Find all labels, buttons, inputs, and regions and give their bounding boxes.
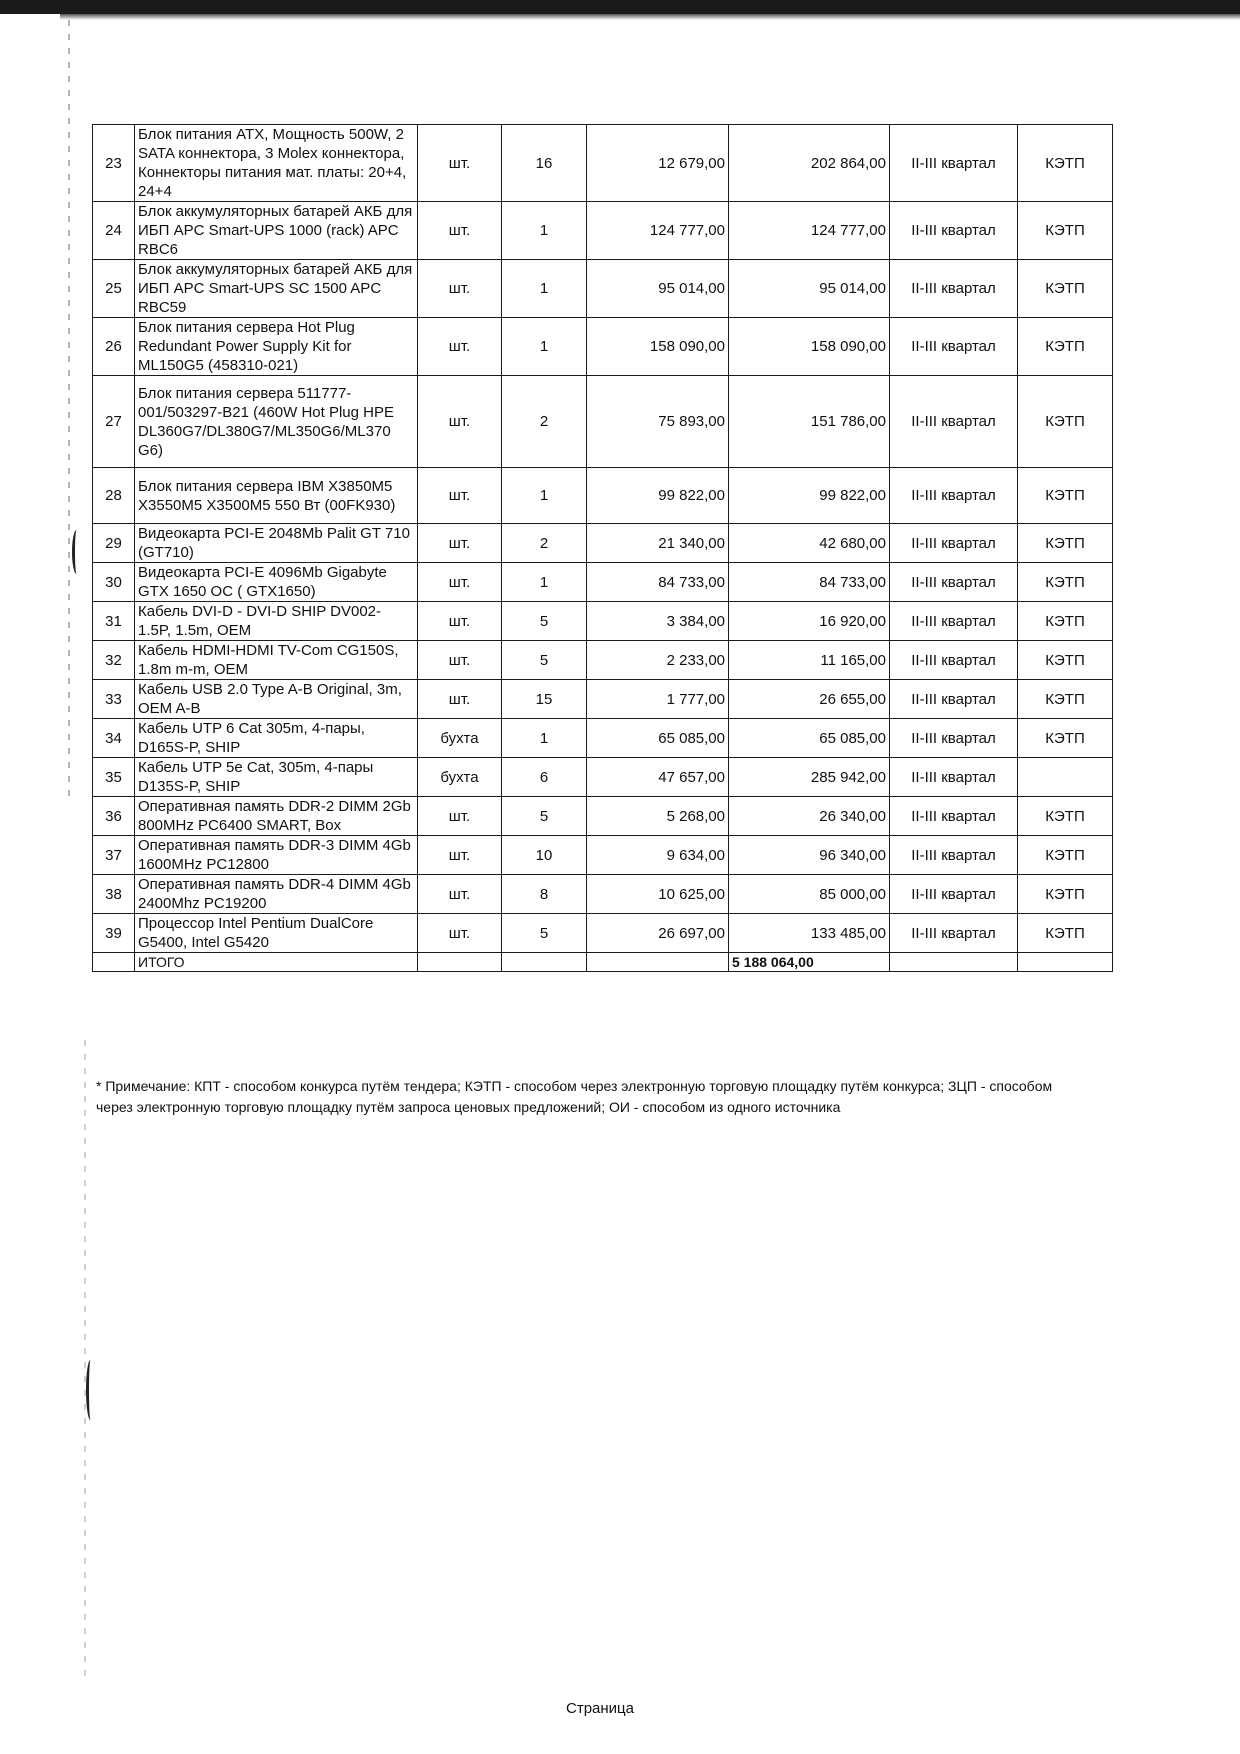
total-empty-cell	[1018, 953, 1113, 972]
row-number: 39	[93, 914, 135, 953]
table-row	[93, 641, 1113, 680]
item-sum: 133 485,00	[729, 914, 890, 953]
table-row	[93, 680, 1113, 719]
item-quantity: 16	[502, 125, 587, 202]
item-price: 3 384,00	[587, 602, 729, 641]
row-number: 34	[93, 719, 135, 758]
item-method: КЭТП	[1018, 914, 1113, 953]
item-unit: шт.	[418, 680, 502, 719]
item-method: КЭТП	[1018, 797, 1113, 836]
item-sum: 11 165,00	[729, 641, 890, 680]
item-name: Кабель HDMI-HDMI TV-Com CG150S, 1.8m m-m, OEM	[135, 641, 418, 680]
total-empty-cell	[93, 953, 135, 972]
item-quantity: 5	[502, 914, 587, 953]
item-method: КЭТП	[1018, 125, 1113, 202]
table-row	[93, 376, 1113, 468]
item-unit: шт.	[418, 602, 502, 641]
item-price: 9 634,00	[587, 836, 729, 875]
item-period: II-III квартал	[890, 260, 1018, 318]
item-unit: шт.	[418, 524, 502, 563]
row-number: 31	[93, 602, 135, 641]
item-price: 95 014,00	[587, 260, 729, 318]
item-quantity: 2	[502, 524, 587, 563]
procurement-table	[92, 124, 1113, 972]
item-name: Видеокарта PCI-E 2048Mb Palit GT 710 (GT710)	[135, 524, 418, 563]
table-row	[93, 202, 1113, 260]
row-number: 28	[93, 468, 135, 524]
item-sum: 202 864,00	[729, 125, 890, 202]
item-name: Оперативная память DDR-3 DIMM 4Gb 1600MHz PC12800	[135, 836, 418, 875]
table-row	[93, 318, 1113, 376]
item-price: 10 625,00	[587, 875, 729, 914]
item-period: II-III квартал	[890, 125, 1018, 202]
item-sum: 84 733,00	[729, 563, 890, 602]
item-quantity: 6	[502, 758, 587, 797]
item-unit: шт.	[418, 563, 502, 602]
item-price: 21 340,00	[587, 524, 729, 563]
item-price: 2 233,00	[587, 641, 729, 680]
scan-binding-mark-lower	[86, 1360, 95, 1420]
item-method: КЭТП	[1018, 202, 1113, 260]
item-sum: 151 786,00	[729, 376, 890, 468]
total-empty-cell	[418, 953, 502, 972]
total-value: 5 188 064,00	[729, 953, 890, 972]
item-price: 5 268,00	[587, 797, 729, 836]
row-number: 27	[93, 376, 135, 468]
item-quantity: 1	[502, 719, 587, 758]
item-price: 99 822,00	[587, 468, 729, 524]
item-unit: шт.	[418, 376, 502, 468]
item-sum: 16 920,00	[729, 602, 890, 641]
item-quantity: 2	[502, 376, 587, 468]
item-unit: шт.	[418, 125, 502, 202]
item-quantity: 10	[502, 836, 587, 875]
item-method: КЭТП	[1018, 318, 1113, 376]
row-number: 36	[93, 797, 135, 836]
table-row	[93, 125, 1113, 202]
item-sum: 85 000,00	[729, 875, 890, 914]
item-quantity: 5	[502, 602, 587, 641]
table-body	[93, 125, 1113, 972]
item-price: 12 679,00	[587, 125, 729, 202]
item-period: II-III квартал	[890, 563, 1018, 602]
item-method: КЭТП	[1018, 524, 1113, 563]
item-period: II-III квартал	[890, 468, 1018, 524]
item-unit: шт.	[418, 202, 502, 260]
row-number: 32	[93, 641, 135, 680]
item-period: II-III квартал	[890, 680, 1018, 719]
item-sum: 158 090,00	[729, 318, 890, 376]
table-row	[93, 260, 1113, 318]
total-empty-cell	[502, 953, 587, 972]
item-name: Блок аккумуляторных батарей АКБ для ИБП APC Smart-UPS SC 1500 APC RBC59	[135, 260, 418, 318]
row-number: 25	[93, 260, 135, 318]
item-unit: бухта	[418, 719, 502, 758]
item-name: Кабель UTP 6 Cat 305m, 4-пары, D165S-P, SHIP	[135, 719, 418, 758]
total-row	[93, 953, 1113, 972]
item-unit: шт.	[418, 641, 502, 680]
row-number: 33	[93, 680, 135, 719]
item-name: Блок питания сервера Hot Plug Redundant Power Supply Kit for ML150G5 (458310-021)	[135, 318, 418, 376]
item-sum: 95 014,00	[729, 260, 890, 318]
item-method: КЭТП	[1018, 836, 1113, 875]
item-price: 1 777,00	[587, 680, 729, 719]
item-quantity: 8	[502, 875, 587, 914]
item-name: Блок питания сервера IBM X3850M5 X3550M5 X3500M5 550 Вт (00FK930)	[135, 468, 418, 524]
item-method: КЭТП	[1018, 563, 1113, 602]
item-name: Блок питания ATX, Мощность 500W, 2 SATA коннектора, 3 Molex коннектора, Коннекторы питания мат. платы: 20+4, 24+4	[135, 125, 418, 202]
item-period: II-III квартал	[890, 797, 1018, 836]
row-number: 30	[93, 563, 135, 602]
total-empty-cell	[890, 953, 1018, 972]
item-period: II-III квартал	[890, 875, 1018, 914]
table-row	[93, 719, 1113, 758]
item-price: 124 777,00	[587, 202, 729, 260]
item-name: Видеокарта PCI-E 4096Mb Gigabyte GTX 1650 OC ( GTX1650)	[135, 563, 418, 602]
item-unit: шт.	[418, 836, 502, 875]
row-number: 24	[93, 202, 135, 260]
table-row	[93, 468, 1113, 524]
scan-binding-mark	[72, 530, 81, 574]
item-quantity: 5	[502, 641, 587, 680]
row-number: 29	[93, 524, 135, 563]
table-row	[93, 836, 1113, 875]
item-price: 47 657,00	[587, 758, 729, 797]
item-method: КЭТП	[1018, 719, 1113, 758]
item-unit: шт.	[418, 875, 502, 914]
item-name: Процессор Intel Pentium DualCore G5400, Intel G5420	[135, 914, 418, 953]
item-name: Оперативная память DDR-2 DIMM 2Gb 800MHz PC6400 SMART, Box	[135, 797, 418, 836]
item-price: 84 733,00	[587, 563, 729, 602]
item-quantity: 1	[502, 468, 587, 524]
item-price: 75 893,00	[587, 376, 729, 468]
item-unit: шт.	[418, 914, 502, 953]
item-sum: 124 777,00	[729, 202, 890, 260]
item-name: Оперативная память DDR-4 DIMM 4Gb 2400Mhz PC19200	[135, 875, 418, 914]
row-number: 37	[93, 836, 135, 875]
item-period: II-III квартал	[890, 318, 1018, 376]
item-method: КЭТП	[1018, 602, 1113, 641]
item-method	[1018, 758, 1113, 797]
row-number: 26	[93, 318, 135, 376]
item-period: II-III квартал	[890, 914, 1018, 953]
item-name: Кабель USB 2.0 Type A-B Original, 3m, OEM A-B	[135, 680, 418, 719]
item-sum: 26 340,00	[729, 797, 890, 836]
item-method: КЭТП	[1018, 680, 1113, 719]
item-period: II-III квартал	[890, 524, 1018, 563]
scan-top-shadow	[60, 14, 1240, 20]
total-empty-cell	[587, 953, 729, 972]
scan-top-border	[0, 0, 1240, 14]
item-method: КЭТП	[1018, 641, 1113, 680]
item-unit: бухта	[418, 758, 502, 797]
item-period: II-III квартал	[890, 602, 1018, 641]
item-method: КЭТП	[1018, 260, 1113, 318]
item-period: II-III квартал	[890, 719, 1018, 758]
item-name: Блок аккумуляторных батарей АКБ для ИБП APC Smart-UPS 1000 (rack) APC RBC6	[135, 202, 418, 260]
item-price: 26 697,00	[587, 914, 729, 953]
item-quantity: 1	[502, 202, 587, 260]
table-row	[93, 797, 1113, 836]
table-row	[93, 602, 1113, 641]
item-quantity: 15	[502, 680, 587, 719]
row-number: 35	[93, 758, 135, 797]
item-period: II-III квартал	[890, 202, 1018, 260]
item-quantity: 5	[502, 797, 587, 836]
table-row	[93, 875, 1113, 914]
item-method: КЭТП	[1018, 875, 1113, 914]
page-label: Страница	[566, 1700, 634, 1717]
item-sum: 42 680,00	[729, 524, 890, 563]
table-row	[93, 758, 1113, 797]
item-period: II-III квартал	[890, 836, 1018, 875]
item-quantity: 1	[502, 260, 587, 318]
item-unit: шт.	[418, 260, 502, 318]
item-period: II-III квартал	[890, 641, 1018, 680]
item-price: 65 085,00	[587, 719, 729, 758]
item-unit: шт.	[418, 318, 502, 376]
item-name: Кабель DVI-D - DVI-D SHIP DV002-1.5P, 1.5m, OEM	[135, 602, 418, 641]
item-sum: 96 340,00	[729, 836, 890, 875]
row-number: 23	[93, 125, 135, 202]
row-number: 38	[93, 875, 135, 914]
footnote: * Примечание: КПТ - способом конкурса путём тендера; КЭТП - способом через электронную торговую площадку путём конкурса; ЗЦП - способом через электронную торговую площадку путём запроса ценовых предложений; ОИ - способом из одного источника	[96, 1078, 1053, 1115]
total-label: ИТОГО	[135, 953, 418, 972]
item-unit: шт.	[418, 468, 502, 524]
table-row	[93, 524, 1113, 563]
item-period: II-III квартал	[890, 758, 1018, 797]
item-name: Блок питания сервера 511777-001/503297-B21 (460W Hot Plug HPE DL360G7/DL380G7/ML350G6/ML370 G6)	[135, 376, 418, 468]
item-method: КЭТП	[1018, 376, 1113, 468]
scan-left-edge	[68, 20, 70, 800]
scan-left-edge-lower	[84, 1040, 86, 1680]
item-period: II-III квартал	[890, 376, 1018, 468]
item-sum: 285 942,00	[729, 758, 890, 797]
table-row	[93, 563, 1113, 602]
table-row	[93, 914, 1113, 953]
item-unit: шт.	[418, 797, 502, 836]
item-name: Кабель UTP 5e Cat, 305m, 4-пары D135S-P, SHIP	[135, 758, 418, 797]
item-sum: 65 085,00	[729, 719, 890, 758]
item-price: 158 090,00	[587, 318, 729, 376]
item-quantity: 1	[502, 563, 587, 602]
item-sum: 26 655,00	[729, 680, 890, 719]
item-method: КЭТП	[1018, 468, 1113, 524]
item-sum: 99 822,00	[729, 468, 890, 524]
item-quantity: 1	[502, 318, 587, 376]
